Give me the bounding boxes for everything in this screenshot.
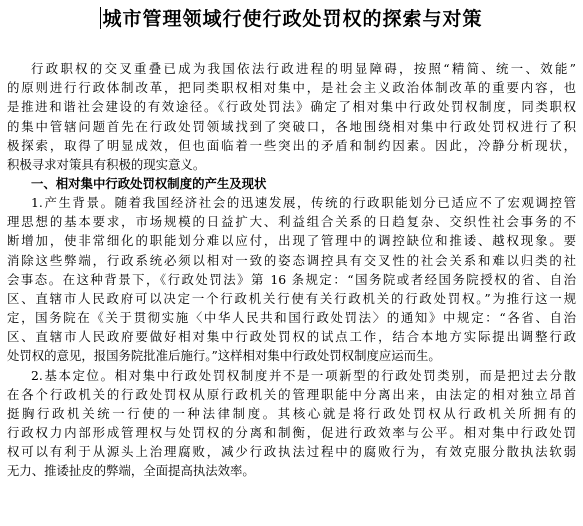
- paragraph-line: 是推进和谐社会建设的有效途径。《行政处罚法》确定了相对集中行政处罚权制度，同类职权: [7, 99, 576, 114]
- paragraph-line: 的原则进行行政体制改革，把同类职权相对集中，是社会主义政治体制改革的重要内容，也: [7, 80, 576, 95]
- paragraph-line: 挺胸行政机关统一行使的一种法律制度。其核心就是将行政处罚权从行政机关所拥有的: [7, 406, 576, 421]
- paragraph-line: 理思想的基本要求，市场规模的日益扩大、利益组合关系的日趋复杂、交织性社会事务的不: [7, 214, 576, 229]
- paragraph-line: 消除这些弊端，行政系统必须以相对一致的姿态调控具有交叉性的社会关系和难以归类的社: [7, 253, 576, 268]
- paragraph-line: 行政权力内部形成管理权与处罚权的分离和制衡，促进行政效率与公平。相对集中行政处罚: [7, 425, 576, 440]
- document-title: 城市管理领域行使行政处罚权的探索与对策: [102, 8, 483, 30]
- paragraph-line: 会事态。在这种背景下，《行政处罚法》第 16 条规定：“国务院或者经国务院授权的省、自治: [7, 272, 576, 287]
- paragraph-line: 定，国务院在《关于贯彻实施〈中华人民共和国行政处罚法〉的通知》中规定：“各省、自治: [7, 310, 576, 325]
- section-heading: 一、相对集中行政处罚权制度的产生及现状: [31, 176, 267, 191]
- paragraph-line: 积极寻求对策具有积极的现实意义。: [7, 157, 206, 172]
- paragraph-line: 区、直辖市人民政府可以决定一个行政机关行使有关行政机关的行政处罚权。”为推行这一规: [7, 291, 576, 306]
- paragraph-line: 无力、推诿扯皮的弊端，全面提高执法效率。: [7, 463, 255, 478]
- paragraph-line: 极探索，取得了明显成效，但也面临着一些突出的矛盾和制约因素。因此，冷静分析现状，: [7, 138, 576, 153]
- paragraph-line: 断增加，使非常细化的职能划分难以应付，出现了管理中的调控缺位和推诿、越权现象。要: [7, 233, 576, 248]
- document-title-row: [0, 7, 583, 31]
- paragraph-line: 权可以有利于从源头上治理腐败，减少行政执法过程中的腐败行为，有效克服分散执法软弱: [7, 444, 576, 459]
- paragraph-line: 处罚权的意见，报国务院批准后施行。”这样相对集中行政处罚权制度应运而生。: [7, 348, 441, 363]
- paragraph-line: 行政职权的交叉重叠已成为我国依法行政进程的明显障碍，按照“精简、统一、效能”: [31, 61, 576, 76]
- paragraph-line: 在各个行政机关的行政处罚权从原行政机关的管理职能中分离出来，由法定的相对独立昂首: [7, 387, 576, 402]
- paragraph-line: 区、直辖市人民政府要做好相对集中行政处罚权的试点工作，结合本地方实际提出调整行政: [7, 329, 576, 344]
- paragraph-line: 1.产生背景。随着我国经济社会的迅速发展，传统的行政职能划分已适应不了宏观调控管: [31, 195, 576, 210]
- paragraph-line: 2.基本定位。相对集中行政处罚权制度并不是一项新型的行政处罚类别，而是把过去分散: [31, 368, 576, 383]
- paragraph-line: 的集中管辖问题首先在行政处罚领域找到了突破口，各地围绕相对集中行政处罚权进行了积: [7, 119, 576, 134]
